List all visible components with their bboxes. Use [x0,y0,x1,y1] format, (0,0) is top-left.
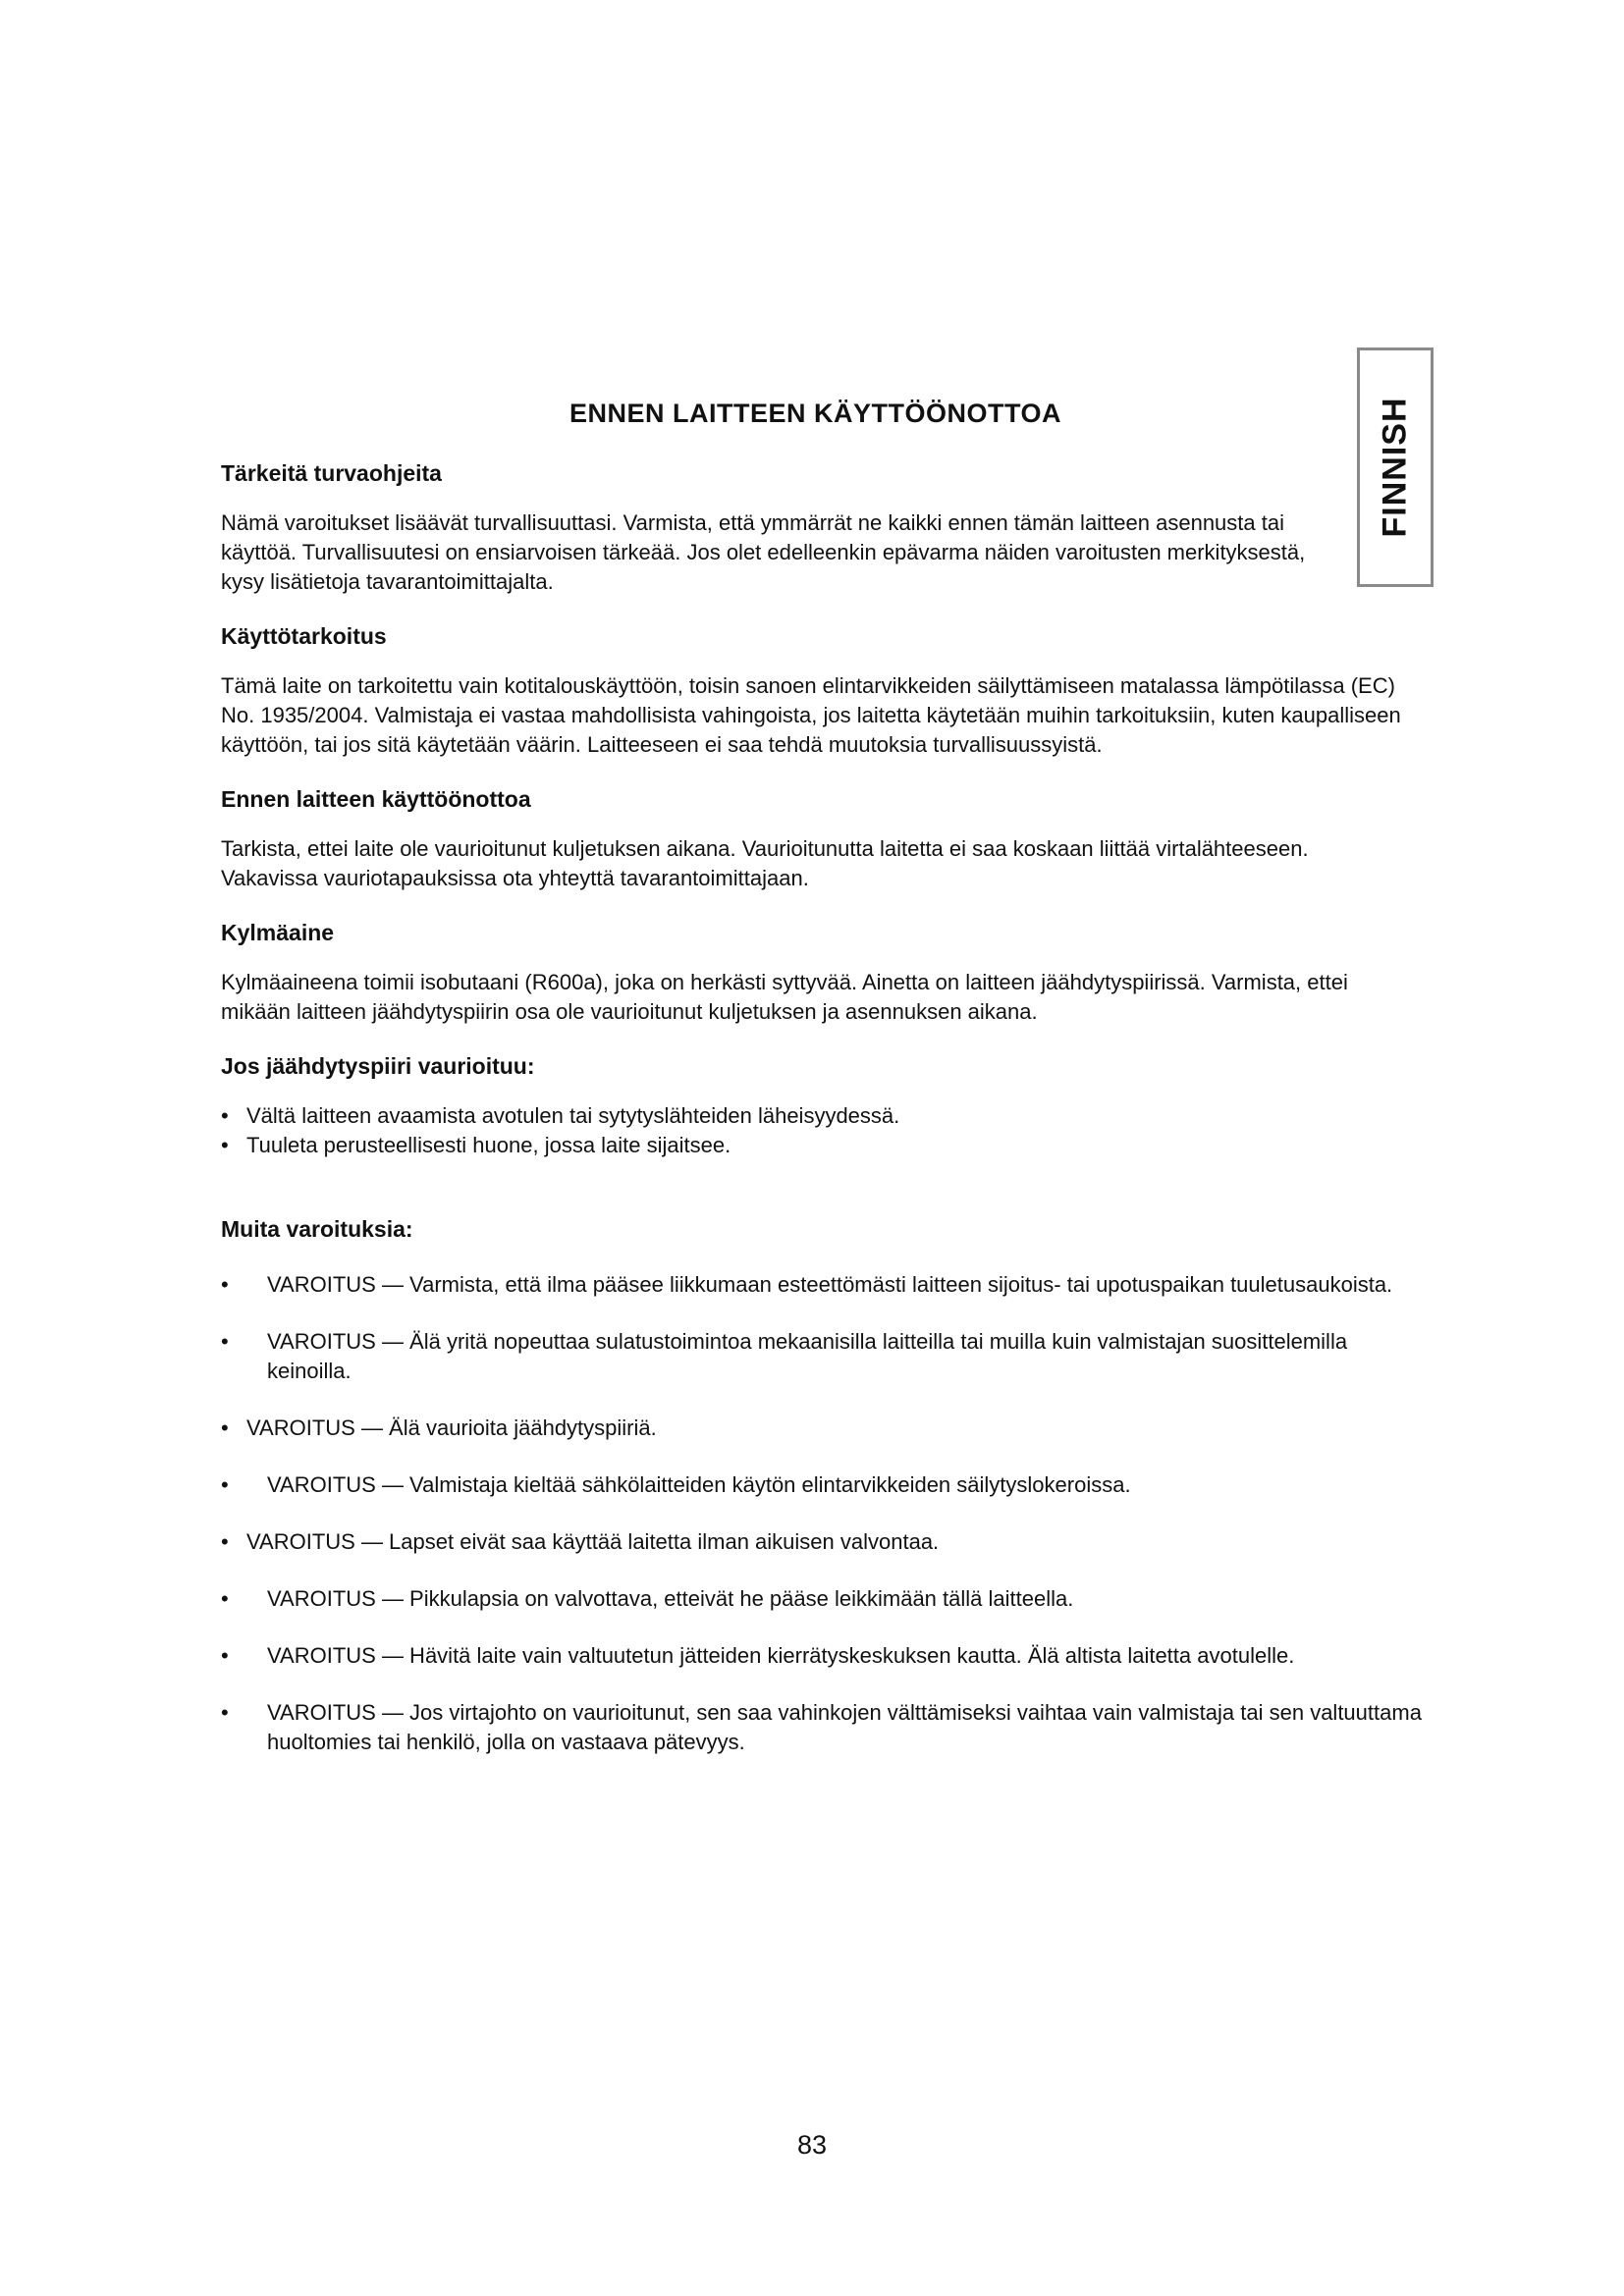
section-other-warnings [221,1215,1429,1757]
warnings-list [221,1270,1429,1757]
warning-item: • VAROITUS — Lapset eivät saa käyttää laitetta ilman aikuisen valvontaa. [221,1527,1429,1557]
warning-item: • VAROITUS — Valmistaja kieltää sähkölaitteiden käytön elintarvikkeiden säilytyslokeroissa. [221,1470,1429,1500]
section-heading: Jos jäähdytyspiiri vaurioituu: [221,1053,535,1079]
section-body: Kylmäaineena toimii isobutaani (R600a), joka on herkästi syttyvää. Ainetta on laitteen jäähdytyspiirissä. Varmista, ettei mikään laitteen jäähdytyspiirin osa ole vaurioitunut kuljetuksen ja asennuksen aikana. [221,970,1348,1024]
section-heading: Kylmäaine [221,920,335,945]
section-circuit-damage [221,1052,1429,1160]
section-heading: Tärkeitä turvaohjeita [221,460,442,486]
warning-item: • VAROITUS — Jos virtajohto on vaurioitunut, sen saa vahinkojen välttämiseksi vaihtaa vain valmistaja tai sen valtuuttama huoltomies tai henkilö, jolla on vastaava pätevyys. [221,1698,1429,1757]
main-content [221,459,1429,1785]
list-item: • Vältä laitteen avaamista avotulen tai sytytyslähteiden läheisyydessä. [221,1101,1429,1131]
list-item: • Tuuleta perusteellisesti huone, jossa laite sijaitsee. [221,1131,1429,1160]
warning-item: • VAROITUS — Hävitä laite vain valtuutetun jätteiden kierrätyskeskuksen kautta. Älä altista laitetta avotulelle. [221,1641,1429,1671]
warning-item: • VAROITUS — Pikkulapsia on valvottava, etteivät he pääse leikkimään tällä laitteella. [221,1584,1429,1614]
warning-item: • VAROITUS — Älä yritä nopeuttaa sulatustoimintoa mekaanisilla laitteilla tai muilla kuin valmistajan suosittelemilla keinoilla. [221,1327,1429,1386]
warning-item: • VAROITUS — Älä vaurioita jäähdytyspiiriä. [221,1414,1429,1443]
section-body: Tämä laite on tarkoitettu vain kotitalouskäyttöön, toisin sanoen elintarvikkeiden säilyttämiseen matalassa lämpötilassa (EC) No. 1935/2004. Valmistaja ei vastaa mahdollisista vahingoista, jos laitetta käytetään muihin tarkoituksiin, kuten kaupalliseen käyttöön, tai jos sitä käytetään väärin. Laitteeseen ei saa tehdä muutoksia turvallisuussyistä. [221,673,1401,757]
section-heading: Muita varoituksia: [221,1216,413,1242]
section-heading: Käyttötarkoitus [221,623,387,649]
section-body: Nämä varoitukset lisäävät turvallisuuttasi. Varmista, että ymmärrät ne kaikki ennen tämän laitteen asennusta tai käyttöä. Turvallisuutesi on ensiarvoisen tärkeää. Jos olet edelleenkin epävarma näiden varoitusten merkityksestä, kysy lisätietoja tavarantoimittajalta. [221,510,1306,594]
section-safety [221,459,1429,597]
page-title: ENNEN LAITTEEN KÄYTTÖÖNOTTOA [569,399,1062,428]
section-heading: Ennen laitteen käyttöönottoa [221,786,531,812]
page-number: 83 [796,2130,828,2160]
section-before-use [221,785,1429,893]
language-tab-label: FINNISH [1376,397,1414,538]
circuit-damage-list [221,1101,1429,1160]
section-intended-use [221,622,1429,760]
section-body: Tarkista, ettei laite ole vaurioitunut kuljetuksen aikana. Vaurioitunutta laitetta ei saa koskaan liittää virtalähteeseen. Vakavissa vauriotapauksissa ota yhteyttä tavarantoimittajaan. [221,836,1309,890]
section-refrigerant [221,919,1429,1027]
warning-item: • VAROITUS — Varmista, että ilma pääsee liikkumaan esteettömästi laitteen sijoitus- tai upotuspaikan tuuletusaukoista. [221,1270,1429,1300]
